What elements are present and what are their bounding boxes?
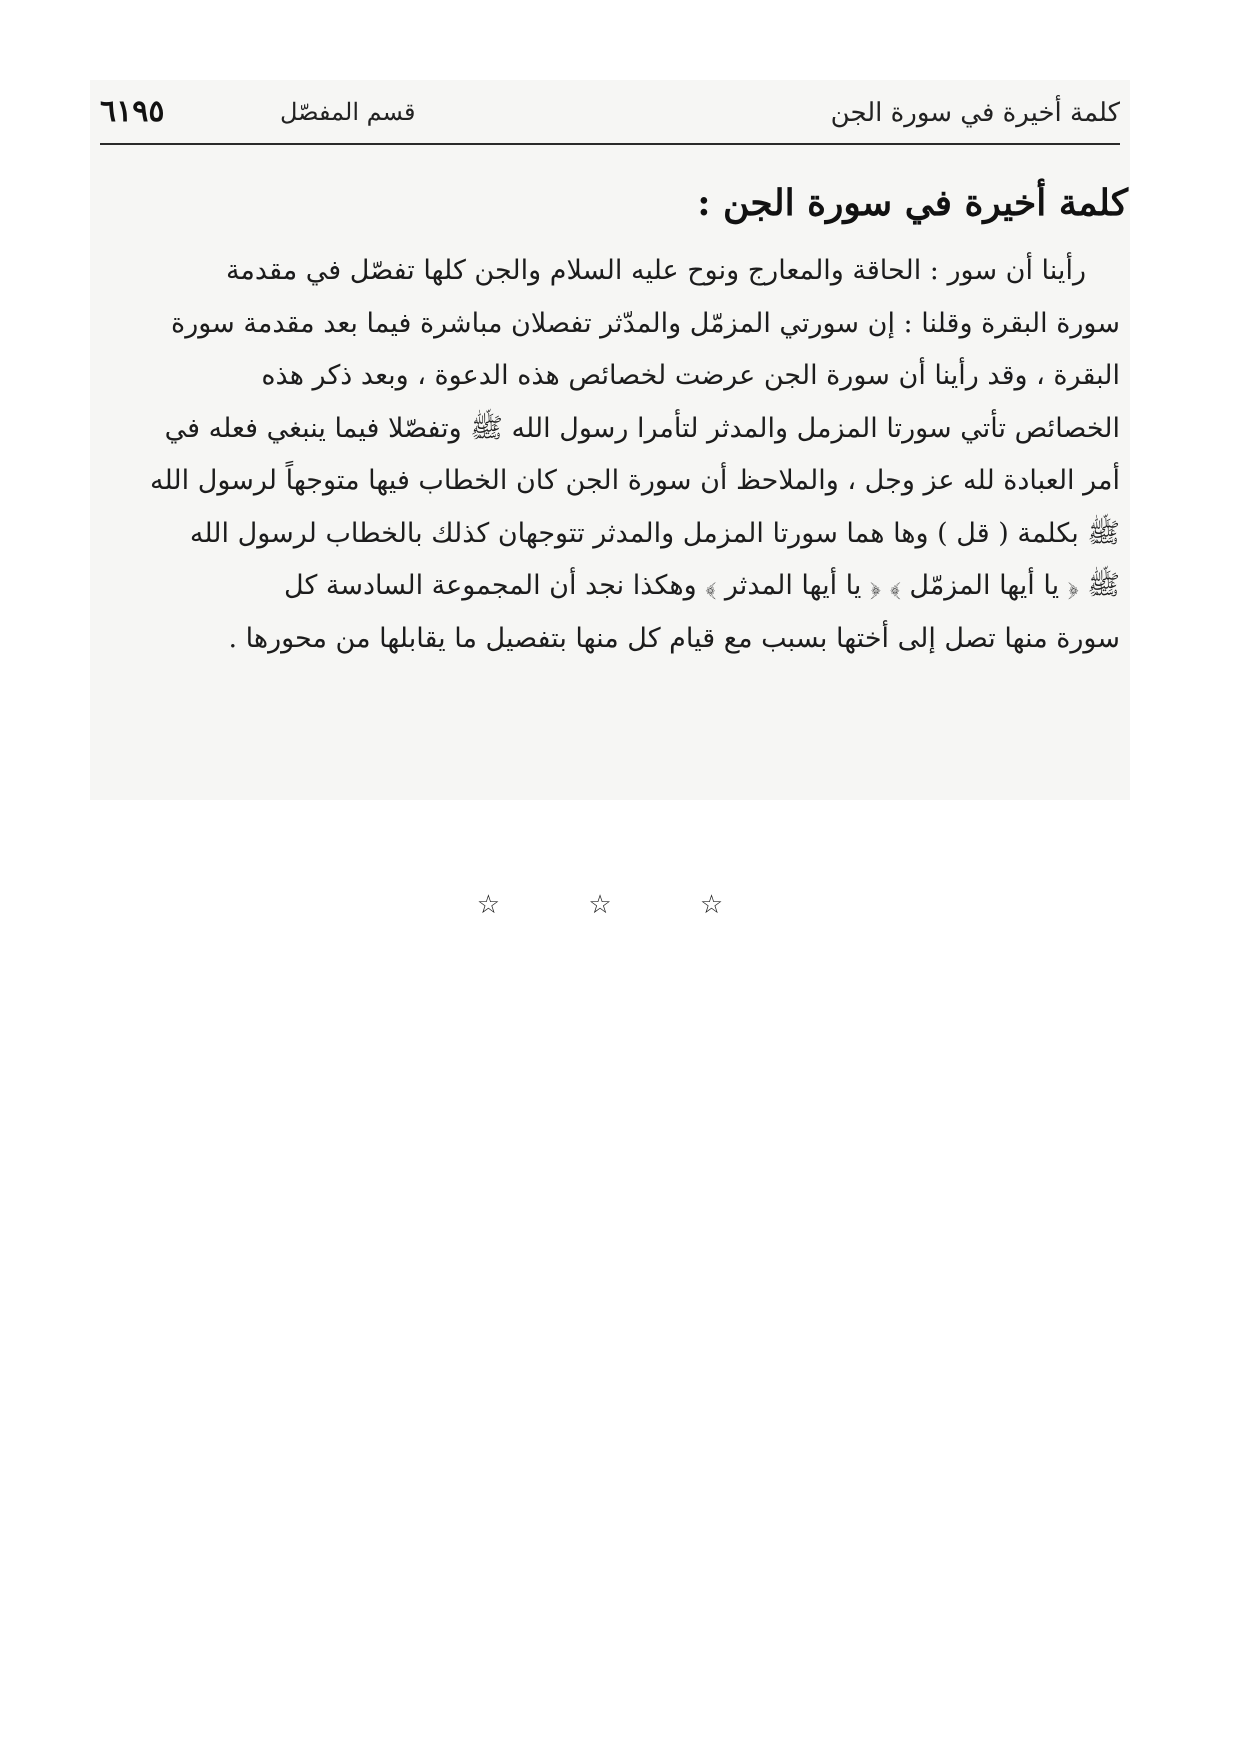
header-section: قسم المفصّل xyxy=(280,98,416,126)
body-line: ﷺ بكلمة ( قل ) وها هما سورتا المزمل والمدثر تتوجهان كذلك بالخطاب لرسول الله xyxy=(189,517,1120,549)
star-divider: ☆ ☆ ☆ xyxy=(476,890,764,920)
body-line: أمر العبادة لله عز وجل ، والملاحظ أن سورة الجن كان الخطاب فيها متوجهاً لرسول الله xyxy=(150,465,1120,496)
section-heading: كلمة أخيرة في سورة الجن : xyxy=(697,182,1128,224)
body-line: سورة منها تصل إلى أختها بسبب مع قيام كل منها بتفصيل ما يقابلها من محورها . xyxy=(228,622,1120,654)
body-line: ﷺ ﴿ يا أيها المزمّل ﴾ ﴿ يا أيها المدثر ﴾ وهكذا نجد أن المجموعة السادسة كل xyxy=(284,570,1120,601)
body-line: رأينا أن سور : الحاقة والمعارج ونوح عليه السلام والجن كلها تفصّل في مقدمة xyxy=(225,255,1086,286)
body-line: البقرة ، وقد رأينا أن سورة الجن عرضت لخصائص هذه الدعوة ، وبعد ذكر هذه xyxy=(261,360,1120,391)
header-title: كلمة أخيرة في سورة الجن xyxy=(830,98,1120,128)
body-paragraph xyxy=(88,245,1120,665)
body-line: الخصائص تأتي سورتا المزمل والمدثر لتأمرا رسول الله ﷺ وتفصّلا فيما ينبغي فعله في xyxy=(164,412,1120,444)
header-rule xyxy=(100,143,1120,145)
body-line: سورة البقرة وقلنا : إن سورتي المزمّل والمدّثر تفصلان مباشرة فيما بعد مقدمة سورة xyxy=(171,307,1120,339)
page-number: ٦١٩٥ xyxy=(100,94,165,129)
running-header xyxy=(100,90,1120,140)
